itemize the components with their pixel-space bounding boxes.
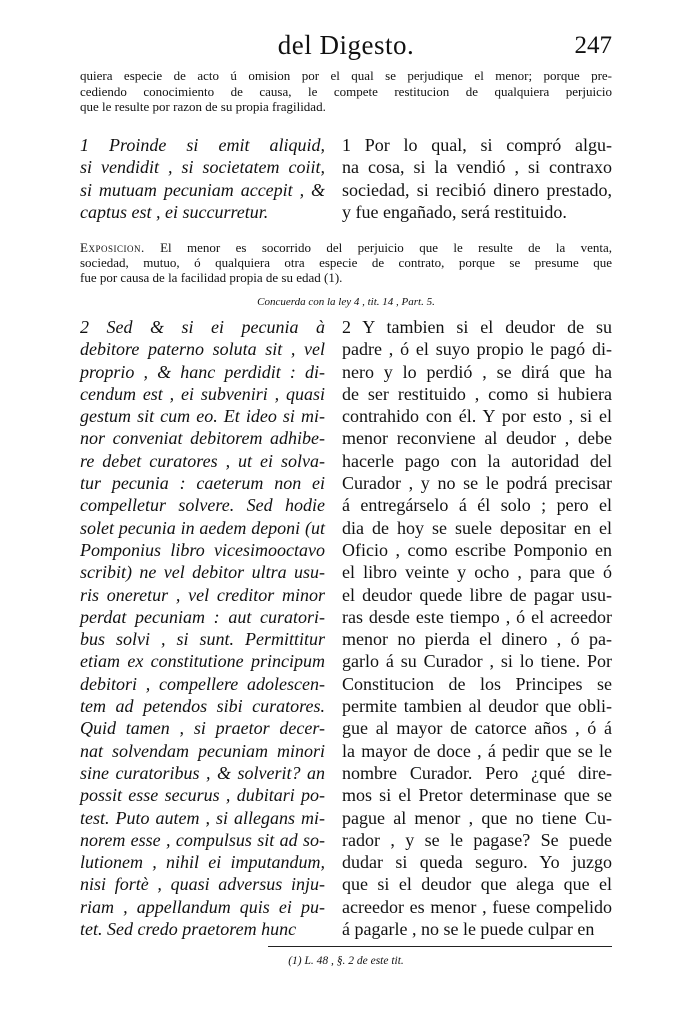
latin-line: lutionem , nihil ei imputandum, [80, 852, 325, 873]
latin-line: test. Puto autem , si allegans mi- [80, 807, 325, 828]
spanish-line: el libro veinte y ocho , para que ó [342, 562, 612, 583]
spanish-line: menor no pierda el dinero , ó pa- [342, 629, 612, 650]
spanish-line: de ser restituido , como si hubiera [342, 383, 612, 404]
spanish-line: nero y lo perdió , se dirá que ha [342, 361, 612, 382]
spanish-line: dudar si queda seguro. Yo juzgo [342, 852, 612, 873]
spanish-line: 2 Y tambien si el deudor de su [342, 317, 612, 337]
exposicion-first-line [80, 240, 612, 255]
latin-line: perdat pecuniam : aut curatori- [80, 606, 325, 627]
spanish-line: gue al mayor de catorce años , ó á [342, 718, 612, 739]
spanish-line: ras desde este tiempo , ó el acreedor [342, 606, 612, 627]
spanish-column-section-2 [342, 316, 612, 940]
latin-line: re debet curatores , ut ei solva- [80, 450, 325, 471]
latin-column-section-2 [80, 316, 325, 940]
latin-line: possit esse securus , dubitari po- [80, 785, 325, 806]
intro-paragraph [80, 68, 612, 115]
spanish-line: permite tambien al deudor que obli- [342, 696, 612, 717]
spanish-line: padre , ó el suyo propio le pagó di- [342, 339, 612, 360]
spanish-column-section-1 [342, 134, 612, 223]
exposicion-line: El menor es socorrido del perjuicio que le resulte de la venta, [160, 240, 612, 255]
latin-line: gestum sit cum eo. Et ideo si mi- [80, 406, 325, 427]
latin-line: tem ad petendos sibi curatores. [80, 696, 325, 717]
latin-line: nat solvendam pecuniam minori [80, 740, 325, 761]
spanish-line: el deudor quede libre de pagar usu- [342, 584, 612, 605]
spanish-line: acreedor es menor , fuese compelido [342, 896, 612, 917]
spanish-line: Constitucion de los Principes se [342, 673, 612, 694]
footnote-divider [268, 946, 612, 947]
intro-line: cediendo conocimiento de causa, le compete restitucion de qualquiera perjuicio [80, 83, 612, 99]
exposicion-line: sociedad, mutuo, ó qualquiera otra especie de contrato, porque se presume que [80, 255, 612, 270]
latin-line: sine curatoribus , & solverit? an [80, 762, 325, 783]
latin-line: compelletur solvere. Sed hodie [80, 495, 325, 516]
spanish-line: que si el deudor que alega que el [342, 874, 612, 895]
latin-line: debitori , compellere adolescen- [80, 673, 325, 694]
spanish-line: garlo á su Curador , si lo tiene. Por [342, 651, 612, 672]
latin-line: bus solvi , si sunt. Permittitur [80, 629, 325, 650]
latin-line: nor conveniat debitorem adhibe- [80, 428, 325, 449]
spanish-line: hacerle pago con la autoridad del [342, 450, 612, 471]
latin-line: scribit) ne vel debitor ultra usu- [80, 562, 325, 583]
latin-line: proprio , & hanc perdidit : di- [80, 361, 325, 382]
latin-line: Quid tamen , si praetor decer- [80, 718, 325, 739]
latin-line: cendum est , ei subveniri , quasi [80, 383, 325, 404]
exposicion-lead: Exposicion. [80, 240, 145, 255]
spanish-line: y fue engañado, será restituido. [342, 201, 567, 222]
latin-line: solet pecunia in aedem deponi (ut [80, 517, 325, 538]
spanish-line: nombre Curador. Pero ¿qué dire- [342, 762, 612, 783]
spanish-line: na cosa, si la vendió , si contraxo [342, 157, 612, 178]
spanish-line: Curador , y no se le podrá precisar [342, 473, 612, 494]
latin-line: riam , appellandum quis ei pu- [80, 896, 325, 917]
latin-line: si vendidit , si societatem coiit, [80, 157, 325, 178]
latin-line: tur pecunia : caeterum non ei [80, 473, 325, 494]
latin-line: norem esse , compulsus sit ad so- [80, 829, 325, 850]
intro-line: quiera especie de acto ú omision por el qual se perjudique el menor; porque pre- [80, 68, 612, 83]
spanish-line: rador , y se le pagase? Se puede [342, 829, 612, 850]
latin-line: ris oneretur , vel creditor minor [80, 584, 325, 605]
spanish-line: Oficio , como escribe Pomponio en [342, 539, 612, 560]
spanish-line: á entregárselo á él solo ; pero el [342, 495, 612, 516]
spanish-line: sociedad, si recibió dinero prestado, [342, 179, 612, 200]
latin-line: nisi fortè , quasi adversus inju- [80, 874, 325, 895]
spanish-line: 1 Por lo qual, si compró algu- [342, 135, 612, 155]
running-header [80, 30, 612, 64]
spanish-line: la mayor de doce , á pedir que se le [342, 740, 612, 761]
latin-line: Pomponius libro vicesimooctavo [80, 539, 325, 560]
page-title: del Digesto. [277, 30, 415, 60]
latin-line: debitore paterno soluta sit , vel [80, 339, 325, 360]
spanish-line: menor reconviene al deudor , debe [342, 428, 612, 449]
spanish-line: mos si el Pretor determinase que se [342, 785, 612, 806]
latin-line: si mutuam pecuniam accepit , & [80, 179, 325, 200]
spanish-line: pague al menor , que no tiene Cu- [342, 807, 612, 828]
exposicion-line: fue por causa de la facilidad propia de su edad (1). [80, 270, 343, 285]
spanish-line: contrahido con él. Y por esto , si el [342, 406, 612, 427]
intro-line: que le resulte por razon de su propia fragilidad. [80, 99, 326, 114]
footnote: (1) L. 48 , §. 2 de este tit. [288, 955, 404, 967]
exposicion-paragraph [80, 240, 612, 285]
page-number: 247 [574, 32, 612, 59]
concordance-note: Concuerda con la ley 4 , tit. 14 , Part. 5. [257, 296, 435, 308]
latin-line: 1 Proinde si emit aliquid, [80, 135, 325, 155]
latin-line: 2 Sed & si ei pecunia à [80, 317, 325, 337]
latin-column-section-1 [80, 134, 325, 223]
latin-line: captus est , ei succurretur. [80, 201, 269, 222]
spanish-line: á pagarle , no se le puede culpar en [342, 919, 595, 940]
spanish-line: dia de hoy se suele depositar en el [342, 517, 612, 538]
latin-line: etiam ex constitutione principum [80, 651, 325, 672]
latin-line: tet. Sed credo praetorem hunc [80, 919, 297, 940]
